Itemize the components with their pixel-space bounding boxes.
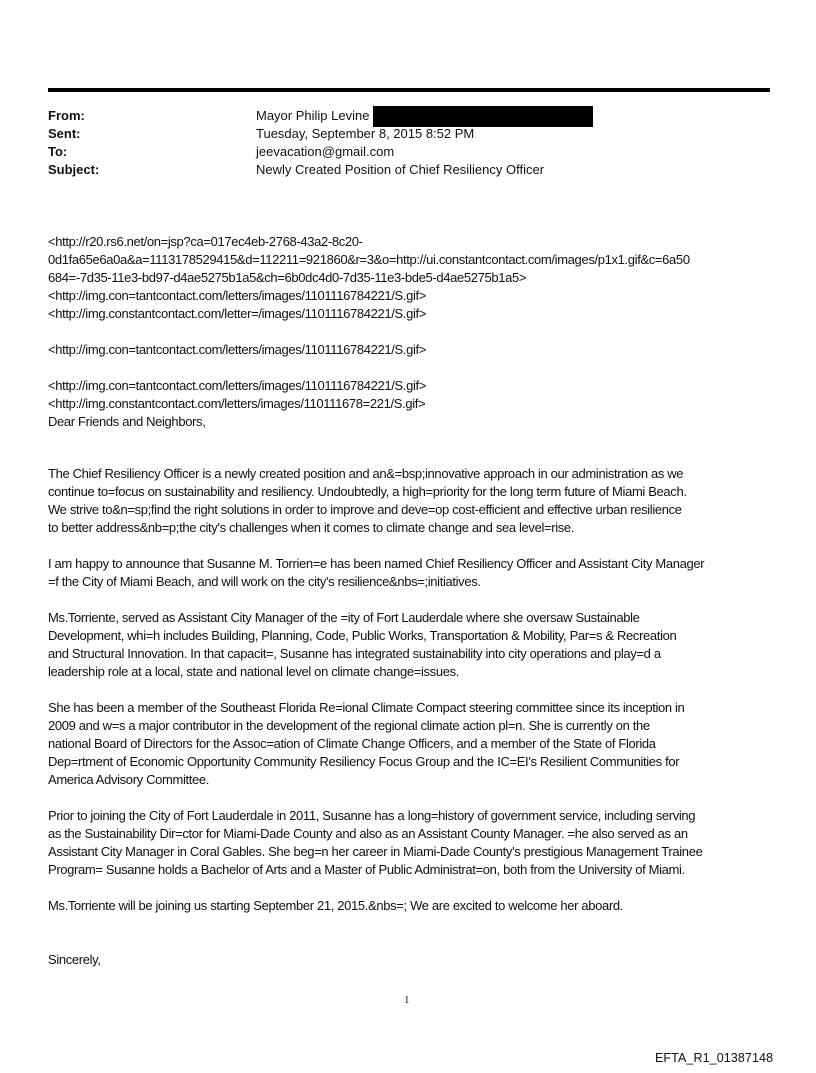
body-line: She has been a member of the Southeast Florida Re=ional Climate Compact steering committee since its inception in	[48, 700, 685, 715]
link-line: <http://img.constantcontact.com/letter=/images/1101116784221/S.gif>	[48, 306, 426, 321]
body-line	[48, 789, 704, 807]
from-value-wrap	[256, 107, 593, 127]
link-line: <http://img.constantcontact.com/letters/images/110111678=221/S.gif>	[48, 396, 426, 411]
body-line: I am happy to announce that Susanne M. Torrien=e has been named Chief Resiliency Officer and Assistant City Manager	[48, 556, 705, 571]
document-id: EFTA_R1_01387148	[655, 1051, 774, 1065]
body-line	[48, 681, 704, 699]
subject-label: Subject:	[48, 162, 100, 177]
body-line	[48, 537, 704, 555]
link-line	[48, 359, 690, 377]
body-line: America Advisory Committee.	[48, 772, 210, 787]
body-line: Prior to joining the City of Fort Lauderdale in 2011, Susanne has a long=history of government service, including serving	[48, 808, 696, 823]
header-rule	[48, 88, 770, 92]
from-label: From:	[48, 108, 85, 123]
page-number: 1	[404, 994, 410, 1006]
link-line: <http://r20.rs6.net/on=jsp?ca=017ec4eb-2768-43a2-8c20-	[48, 234, 363, 249]
body-line: =f the City of Miami Beach, and will work on the city's resilience&nbs=;initiatives.	[48, 574, 481, 589]
redaction-box	[373, 106, 593, 127]
body-line: Development, whi=h includes Building, Planning, Code, Public Works, Transportation & Mobility, Par=s & Recreation	[48, 628, 677, 643]
link-line: 0d1fa65e6a0a&a=1113178529415&d=112211=921860&r=3&o=http://ui.constantcontact.com/images/p1x1.gif&c=6a50	[48, 252, 690, 267]
from-value: Mayor Philip Levine	[256, 108, 370, 123]
body-line: The Chief Resiliency Officer is a newly created position and an&=bsp;innovative approach in our administration as we	[48, 466, 684, 481]
body-line: Program= Susanne holds a Bachelor of Arts and a Master of Public Administrat=on, both from the University of Miami.	[48, 862, 685, 877]
body-line: and Structural Innovation. In that capacit=, Susanne has integrated sustainability into city operations and play=d a	[48, 646, 661, 661]
sent-value: Tuesday, September 8, 2015 8:52 PM	[256, 126, 475, 141]
to-label: To:	[48, 144, 68, 159]
body-line	[48, 933, 704, 951]
link-line	[48, 323, 690, 341]
subject-value: Newly Created Position of Chief Resiliency Officer	[256, 162, 545, 177]
body-line: Ms.Torriente, served as Assistant City Manager of the =ity of Fort Lauderdale where she oversaw Sustainable	[48, 610, 640, 625]
body-line: to better address&nb=p;the city's challenges when it comes to climate change and sea level=rise.	[48, 520, 575, 535]
link-line: <http://img.con=tantcontact.com/letters/images/1101116784221/S.gif>	[48, 288, 426, 303]
body-line: as the Sustainability Dir=ctor for Miami-Dade County and also as an Assistant County Manager. =he also served as an	[48, 826, 688, 841]
link-line: <http://img.con=tantcontact.com/letters/images/1101116784221/S.gif>	[48, 378, 426, 393]
link-line: Dear Friends and Neighbors,	[48, 414, 206, 429]
body-line: Sincerely,	[48, 952, 101, 967]
body-line: national Board of Directors for the Assoc=ation of Climate Change Officers, and a member of the State of Florida	[48, 736, 656, 751]
sent-label: Sent:	[48, 126, 81, 141]
body-line: Assistant City Manager in Coral Gables. She beg=n her career in Miami-Dade County's prestigious Management Trainee	[48, 844, 703, 859]
body-line: We strive to&n=sp;find the right solutions in order to improve and deve=op cost-efficient and effective urban resilience	[48, 502, 682, 517]
body-line: 2009 and w=s a major contributor in the development of the regional climate action pl=n. She is currently on the	[48, 718, 650, 733]
body-line	[48, 915, 704, 933]
link-block	[48, 233, 690, 431]
body-line	[48, 879, 704, 897]
body-line: Ms.Torriente will be joining us starting September 21, 2015.&nbs=; We are excited to welcome her aboard.	[48, 898, 624, 913]
body-line: leadership role at a local, state and national level on climate change=issues.	[48, 664, 460, 679]
link-line: 684=-7d35-11e3-bd97-d4ae5275b1a5&ch=6b0dc4d0-7d35-11e3-bde5-d4ae5275b1a5>	[48, 270, 527, 285]
body-line: Dep=rtment of Economic Opportunity Community Resiliency Focus Group and the IC=EI's Resilient Communities for	[48, 754, 680, 769]
message-body	[48, 465, 704, 969]
body-line	[48, 591, 704, 609]
link-line: <http://img.con=tantcontact.com/letters/images/1101116784221/S.gif>	[48, 342, 426, 357]
body-line: continue to=focus on sustainability and resiliency. Undoubtedly, a high=priority for the long term future of Miami Beach.	[48, 484, 687, 499]
to-value: jeevacation@gmail.com	[256, 144, 395, 159]
